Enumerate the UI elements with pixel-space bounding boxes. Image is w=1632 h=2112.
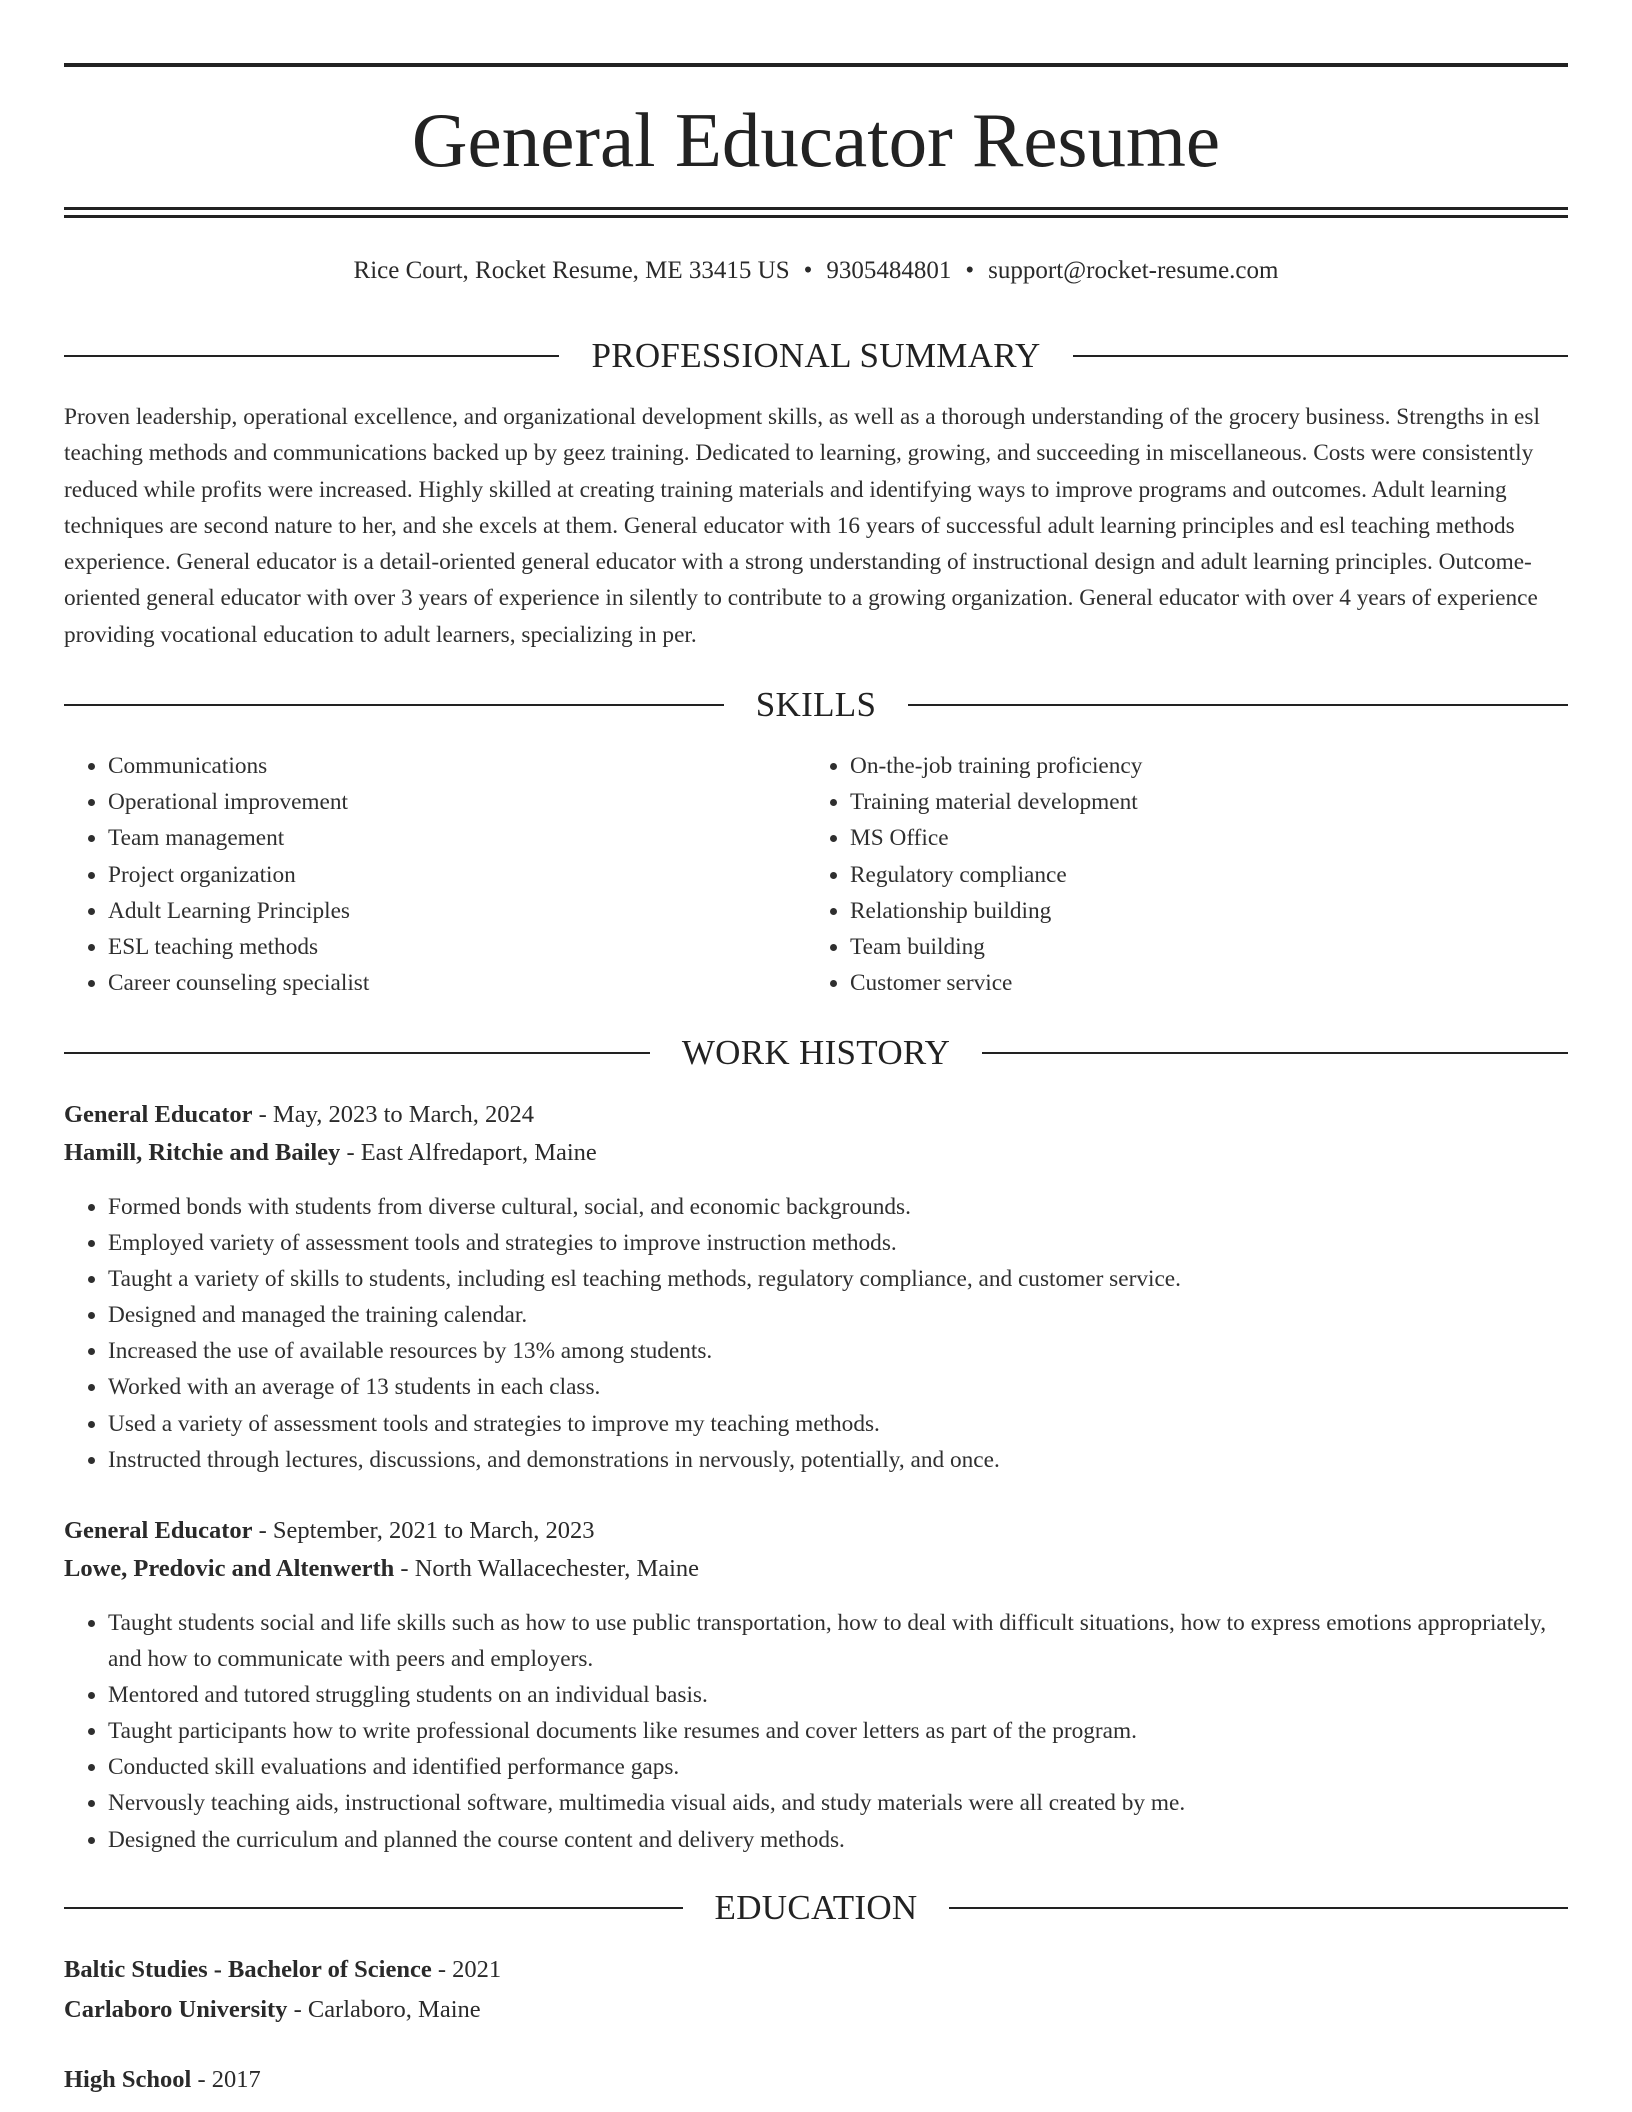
section-title: SKILLS — [755, 685, 877, 724]
heading-rule — [949, 1907, 1568, 1909]
education-degree: High School — [64, 2066, 192, 2093]
section-heading-summary — [64, 334, 1568, 378]
contact-line — [64, 254, 1568, 288]
title-double-rule-lower — [64, 215, 1568, 218]
resume-title: General Educator Resume — [411, 97, 1221, 183]
education-year: - 2017 — [197, 2066, 261, 2093]
job-title: General Educator — [64, 1517, 253, 1544]
contact-phone: 9305484801 — [826, 257, 952, 284]
job-bullet: • Conducted skill evaluations and identified performance gaps. — [108, 1749, 1568, 1785]
job-bullet: • Instructed through lectures, discussions, and demonstrations in nervously, potentially, and once. — [108, 1442, 1568, 1478]
job-bullet: • Nervously teaching aids, instructional software, multimedia visual aids, and study materials were all created by me. — [108, 1785, 1568, 1821]
job-bullet: • Taught participants how to write professional documents like resumes and cover letters as part of the program. — [108, 1713, 1568, 1749]
job-location: - North Wallacechester, Maine — [400, 1555, 700, 1582]
skill-item: • Training material development — [850, 784, 1548, 820]
section-title: WORK HISTORY — [681, 1033, 951, 1072]
summary-paragraph: Proven leadership, operational excellence, and organizational development skills, as well as a thorough understanding of the grocery business. Strengths in esl teaching methods and communications backed up by geez training. Dedicated to learning, growing, and succeeding in miscellaneous. Costs were consistently reduced while profits were increased. Highly skilled at creating training materials and identifying ways to improve programs and outcomes. Adult learning techniques are second nature to her, and she excels at them. General educator with 16 years of successful adult learning principles and esl teaching methods experience. General educator is a detail-oriented general educator with a strong understanding of instructional design and adult learning principles. Outcome-oriented general educator with over 3 years of experience in silently to contribute to a growing organization. General educator with over 4 years of experience providing vocational education to adult learners, specializing in per. — [64, 404, 1540, 648]
job-bullet: • Taught students social and life skills such as how to use public transportation, how to deal with difficult situations, how to express emotions appropriately, and how to communicate with peers and employers. — [108, 1605, 1568, 1677]
skills-columns — [64, 748, 1568, 1001]
skills-list-right — [806, 748, 1548, 1001]
job-bullet: • Designed the curriculum and planned the course content and delivery methods. — [108, 1822, 1568, 1858]
job-dates: - September, 2021 to March, 2023 — [258, 1517, 595, 1544]
job-bullet: • Worked with an average of 13 students in each class. — [108, 1369, 1568, 1405]
job-bullet: • Designed and managed the training calendar. — [108, 1297, 1568, 1333]
education-school-line — [64, 1992, 1568, 2028]
job-company-line — [64, 1551, 1568, 1587]
skill-item: • ESL teaching methods — [108, 929, 806, 965]
heading-rule — [64, 1052, 650, 1054]
title-double-rule-upper — [64, 207, 1568, 210]
job-bullet: • Increased the use of available resources by 13% among students. — [108, 1333, 1568, 1369]
skill-item: • Adult Learning Principles — [108, 893, 806, 929]
skill-item: • On-the-job training proficiency — [850, 748, 1548, 784]
job-bullet: • Taught a variety of skills to students, including esl teaching methods, regulatory compliance, and customer service. — [108, 1261, 1568, 1297]
contact-separator: • — [803, 257, 813, 284]
job-dates: - May, 2023 to March, 2024 — [258, 1101, 534, 1128]
education-degree-line — [64, 1952, 1568, 1988]
job-title-line — [64, 1513, 1568, 1549]
section-heading-skills — [64, 683, 1568, 727]
skill-item: • Customer service — [850, 965, 1548, 1001]
job-bullet: • Used a variety of assessment tools and strategies to improve my teaching methods. — [108, 1406, 1568, 1442]
contact-address: Rice Court, Rocket Resume, ME 33415 US — [353, 257, 790, 284]
education-location: - Carlaboro, Maine — [293, 1996, 481, 2023]
skill-item: • Regulatory compliance — [850, 857, 1548, 893]
section-title: PROFESSIONAL SUMMARY — [591, 336, 1041, 375]
heading-rule — [64, 1907, 683, 1909]
job-location: - East Alfredaport, Maine — [346, 1139, 597, 1166]
job-company: Lowe, Predovic and Altenwerth — [64, 1555, 395, 1582]
job-bullets — [64, 1605, 1568, 1858]
section-heading-work-history — [64, 1031, 1568, 1075]
education-degree: Baltic Studies - Bachelor of Science — [64, 1956, 432, 1983]
heading-rule — [64, 355, 559, 357]
job-bullet: • Formed bonds with students from diverse cultural, social, and economic backgrounds. — [108, 1189, 1568, 1225]
job-bullet: • Mentored and tutored struggling students on an individual basis. — [108, 1677, 1568, 1713]
contact-separator: • — [965, 257, 975, 284]
job-title-line — [64, 1097, 1568, 1133]
skill-item: • Communications — [108, 748, 806, 784]
skill-item: • Relationship building — [850, 893, 1548, 929]
section-heading-education — [64, 1886, 1568, 1930]
section-title: EDUCATION — [714, 1888, 918, 1927]
job-bullet: • Employed variety of assessment tools and strategies to improve instruction methods. — [108, 1225, 1568, 1261]
skill-item: • Team management — [108, 820, 806, 856]
skill-item: • Operational improvement — [108, 784, 806, 820]
education-year: - 2021 — [437, 1956, 502, 1983]
education-degree-line — [64, 2062, 1568, 2098]
job-company-line — [64, 1135, 1568, 1171]
job-company: Hamill, Ritchie and Bailey — [64, 1139, 341, 1166]
heading-rule — [908, 704, 1568, 706]
education-school: Carlaboro University — [64, 1996, 288, 2023]
skills-list-left — [64, 748, 806, 1001]
heading-rule — [982, 1052, 1568, 1054]
job-bullets — [64, 1189, 1568, 1478]
job-title: General Educator — [64, 1101, 253, 1128]
skill-item: • Project organization — [108, 857, 806, 893]
top-rule — [64, 63, 1568, 67]
skill-item: • Career counseling specialist — [108, 965, 806, 1001]
skill-item: • Team building — [850, 929, 1548, 965]
contact-email: support@rocket-resume.com — [988, 257, 1279, 284]
heading-rule — [64, 704, 724, 706]
skill-item: • MS Office — [850, 820, 1548, 856]
heading-rule — [1073, 355, 1568, 357]
